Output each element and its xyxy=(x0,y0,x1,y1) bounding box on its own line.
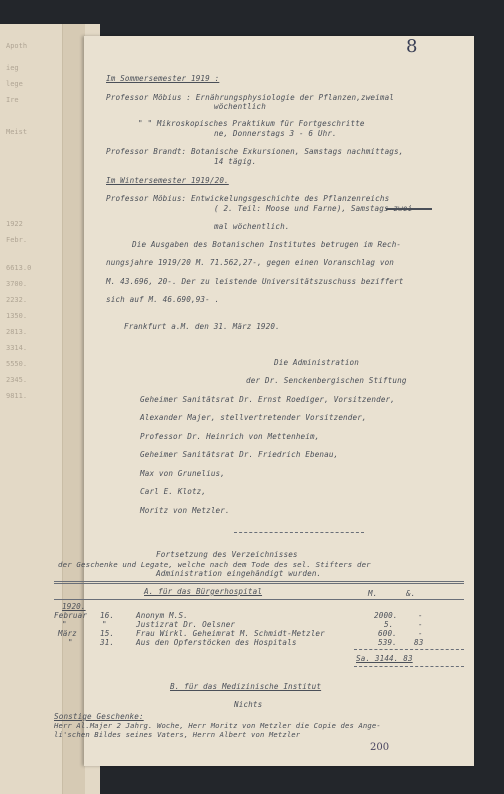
signature-line: Die Administration xyxy=(274,358,359,367)
ledger-cents: 83 xyxy=(414,638,424,647)
ledger-day: 16. xyxy=(100,611,115,620)
signature-line: Moritz von Metzler. xyxy=(140,506,230,515)
signature-line: Carl E. Klotz, xyxy=(140,487,207,496)
ghost-text: Apoth xyxy=(6,42,28,50)
text-line: M. 43.696, 20-. Der zu leistende Universitätszuschuss beziffert xyxy=(106,277,404,286)
ghost-text: 2813. xyxy=(6,328,28,336)
divider xyxy=(234,532,364,533)
text-line: sich auf M. 46.690,93- . xyxy=(106,295,220,304)
text-line: Professor Brandt: Botanische Exkursionen, Samstags nachmittags, xyxy=(106,147,404,156)
ghost-text: 2232. xyxy=(6,296,28,304)
section-heading: Administration eingehändigt wurden. xyxy=(156,569,322,578)
ledger-description: Frau Wirkl. Geheimrat M. Schmidt-Metzler xyxy=(136,629,325,638)
ghost-text: 1350. xyxy=(6,312,28,320)
section-b-heading: B. für das Medizinische Institut xyxy=(170,682,322,691)
ledger-day: " xyxy=(102,620,107,629)
text-line: 14 tägig. xyxy=(214,157,257,166)
ghost-text: ieg xyxy=(6,64,19,72)
date-line: Frankfurt a.M. den 31. März 1920. xyxy=(124,322,280,331)
summer-heading: Im Sommersemester 1919 : xyxy=(106,74,220,83)
ledger-month: " xyxy=(62,620,67,629)
text-line: mal wöchentlich. xyxy=(214,222,290,231)
document-page xyxy=(54,36,474,766)
ledger-year: 1920. xyxy=(62,602,86,611)
signature-line: der Dr. Senckenbergischen Stiftung xyxy=(246,376,407,385)
ledger-day: 31. xyxy=(100,638,115,647)
ledger-cents: - xyxy=(418,629,423,638)
text-line: ne, Donnerstags 3 - 6 Uhr. xyxy=(214,129,337,138)
ledger-description: Aus den Opferstöcken des Hospitals xyxy=(136,638,297,647)
sum-rule xyxy=(354,666,464,667)
table-rule xyxy=(54,599,464,600)
section-b-note: Nichts xyxy=(234,700,263,709)
ghost-text: Febr. xyxy=(6,236,28,244)
table-rule xyxy=(54,581,464,584)
sum-rule xyxy=(354,649,464,650)
ledger-amount: 539. xyxy=(378,638,397,647)
ghost-text: 9811. xyxy=(6,392,28,400)
ledger-month: März xyxy=(58,629,77,638)
section-heading: Fortsetzung des Verzeichnisses xyxy=(156,550,298,559)
text-line: ( 2. Teil: Moose und Farne), Samstags zwei- xyxy=(214,204,418,213)
text-line: " " Mikroskopisches Praktikum für Fortgeschritte xyxy=(138,119,365,128)
ledger-amount: 5. xyxy=(384,620,394,629)
signature-line: Alexander Majer, stellvertretender Vorsitzender, xyxy=(140,413,367,422)
section-heading: der Geschenke und Legate, welche nach dem Tode des sel. Stifters der xyxy=(58,560,371,569)
winter-heading: Im Wintersemester 1919/20. xyxy=(106,176,229,185)
ledger-cents: - xyxy=(418,620,423,629)
signature-line: Geheimer Sanitätsrat Dr. Ernst Roediger, Vorsitzender, xyxy=(140,395,395,404)
page-number: 8 xyxy=(406,36,418,57)
ghost-text: 1922 xyxy=(6,220,23,228)
text-line: Professor Möbius: Entwickelungsgeschichte des Pflanzenreichs xyxy=(106,194,390,203)
ghost-text: 3314. xyxy=(6,344,28,352)
ledger-description: Justizrat Dr. Oelsner xyxy=(136,620,236,629)
signature-line: Geheimer Sanitätsrat Dr. Friedrich Ebenau, xyxy=(140,450,339,459)
page-edge xyxy=(62,24,85,794)
ghost-text: 6613.0 xyxy=(6,264,32,272)
ledger-month: Februar xyxy=(54,611,88,620)
text-line: li'schen Bildes seines Vaters, Herrn Albert von Metzler xyxy=(54,730,301,739)
other-gifts-heading: Sonstige Geschenke: xyxy=(54,712,144,721)
currency-label: M. xyxy=(368,589,378,598)
strikethrough xyxy=(386,208,432,210)
ledger-cents: - xyxy=(418,611,423,620)
ledger-total: Sa. 3144. 83 xyxy=(356,654,413,663)
text-line: wöchentlich xyxy=(214,102,266,111)
ledger-amount: 2000. xyxy=(374,611,398,620)
signature-line: Max von Grunelius, xyxy=(140,469,225,478)
signature-line: Professor Dr. Heinrich von Mettenheim, xyxy=(140,432,320,441)
ledger-day: 15. xyxy=(100,629,115,638)
ghost-text: 5550. xyxy=(6,360,28,368)
ledger-month: " xyxy=(68,638,73,647)
ghost-text: Meist xyxy=(6,128,28,136)
archive-number: 200 xyxy=(370,742,390,753)
text-line: Herr Al.Majer 2 Jahrg. Woche, Herr Moritz von Metzler die Copie des Ange- xyxy=(54,721,381,730)
text-line: Professor Möbius : Ernährungsphysiologie der Pflanzen,zweimal xyxy=(106,93,395,102)
text-line: Die Ausgaben des Botanischen Institutes betrugen im Rech- xyxy=(132,240,402,249)
ledger-heading: A. für das Bürgerhospital xyxy=(144,587,263,596)
ghost-text: 2345. xyxy=(6,376,28,384)
currency-label: &. xyxy=(406,589,416,598)
ledger-amount: 600. xyxy=(378,629,397,638)
ledger-description: Anonym M.S. xyxy=(136,611,188,620)
text-line: nungsjahre 1919/20 M. 71.562,27-, gegen einen Voranschlag von xyxy=(106,258,395,267)
ghost-text: 3700. xyxy=(6,280,28,288)
ghost-text: Ire xyxy=(6,96,19,104)
ghost-text: lege xyxy=(6,80,23,88)
